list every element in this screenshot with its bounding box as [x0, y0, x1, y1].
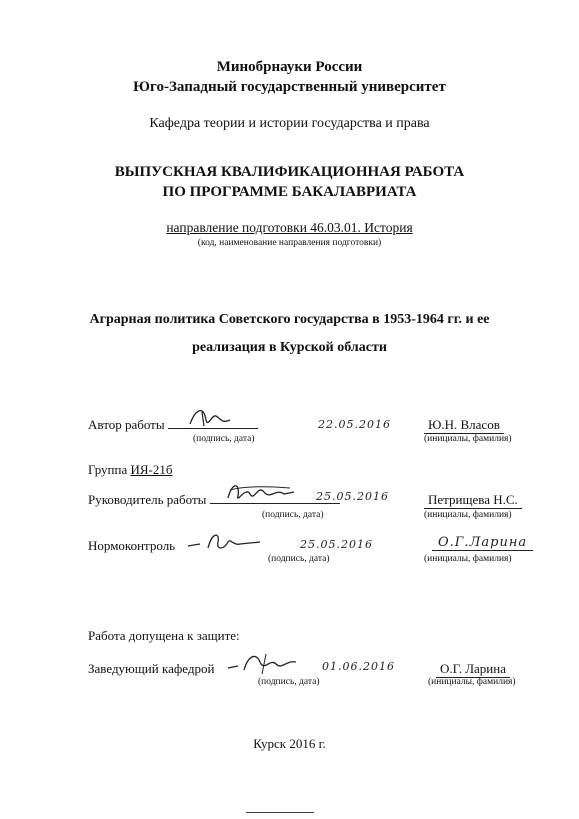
admission-text: Работа допущена к защите: — [88, 628, 240, 643]
supervisor-sig-caption: (подпись, дата) — [262, 510, 324, 520]
direction-caption: (код, наименование направления подготовки) — [197, 238, 382, 248]
head-sig-caption: (подпись, дата) — [258, 677, 320, 687]
group-label: Группа — [88, 462, 128, 477]
normcontrol-name-caption: (инициалы, фамилия) — [424, 554, 512, 564]
bottom-divider — [246, 812, 314, 813]
supervisor-date: 25.05.2016 — [316, 490, 389, 503]
direction-value: направление подготовки 46.03.01. История — [166, 220, 413, 235]
head-name: О.Г. Ларина — [436, 661, 510, 678]
normcontrol-label: Нормоконтроль — [88, 538, 176, 553]
supervisor-signature — [224, 478, 296, 508]
work-title-line2: ПО ПРОГРАММЕ БАКАЛАВРИАТА — [162, 184, 417, 200]
supervisor-row — [88, 492, 340, 508]
direction-text — [0, 220, 579, 236]
author-name-field — [424, 417, 504, 434]
head-label: Заведующий кафедрой — [88, 661, 215, 676]
normcontrol-date: 25.05.2016 — [300, 538, 373, 551]
topic-line1: Аграрная политика Советского государства в 1953-1964 гг. и ее — [89, 312, 490, 327]
supervisor-name-caption: (инициалы, фамилия) — [424, 510, 512, 520]
author-name: Ю.Н. Власов — [424, 417, 504, 434]
head-signature — [226, 648, 306, 678]
head-name-field — [436, 661, 510, 678]
ministry-name: Минобрнауки России — [216, 59, 363, 75]
group-value: ИЯ-21б — [130, 462, 173, 477]
head-name-caption: (инициалы, фамилия) — [428, 677, 516, 687]
normcontrol-name-field — [432, 535, 533, 551]
author-sig-caption: (подпись, дата) — [193, 434, 255, 444]
author-signature — [186, 402, 236, 432]
normcontrol-signature — [186, 528, 266, 556]
work-title-line1: ВЫПУСКНАЯ КВАЛИФИКАЦИОННАЯ РАБОТА — [114, 164, 465, 180]
university-name: Юго-Западный государственный университет — [133, 79, 446, 95]
supervisor-name-field — [424, 492, 522, 509]
normcontrol-name: О.Г.Ларина — [432, 535, 533, 551]
normcontrol-sig-caption: (подпись, дата) — [268, 554, 330, 564]
department-name: Кафедра теории и истории государства и права — [149, 116, 430, 131]
author-name-caption: (инициалы, фамилия) — [424, 434, 512, 444]
author-label: Автор работы — [88, 417, 165, 432]
supervisor-name: Петрищева Н.С. — [424, 492, 522, 509]
head-date: 01.06.2016 — [322, 660, 395, 673]
supervisor-label: Руководитель работы — [88, 492, 207, 507]
topic-line2: реализация в Курской области — [192, 340, 387, 355]
city-year: Курск 2016 г. — [253, 736, 326, 751]
author-date: 22.05.2016 — [318, 418, 391, 431]
group-row — [88, 462, 172, 478]
